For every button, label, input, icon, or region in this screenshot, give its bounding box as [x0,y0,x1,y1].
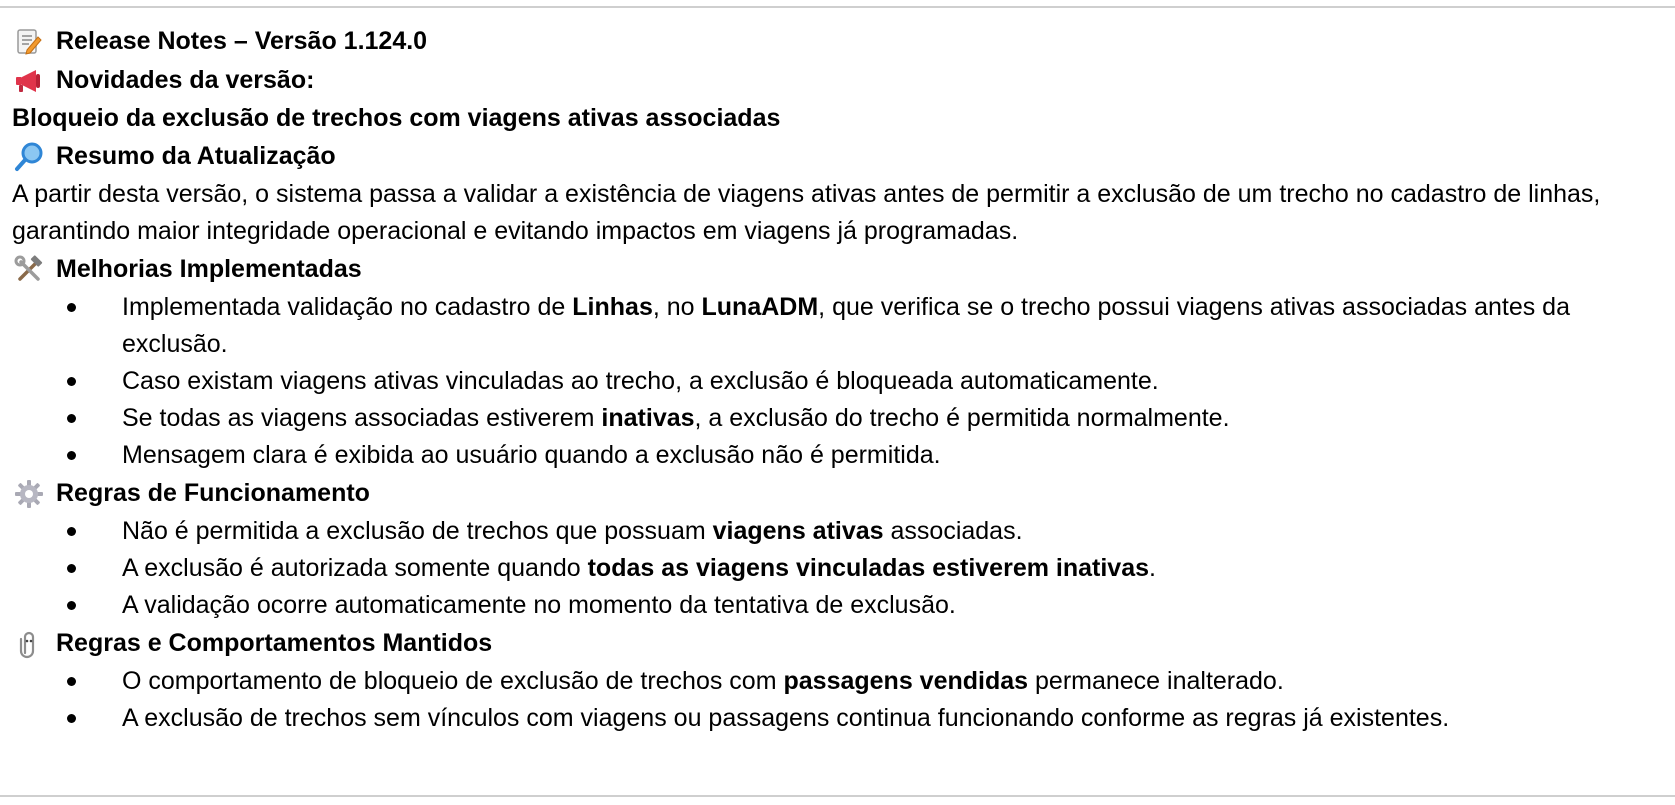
memo-icon [12,27,46,57]
improvements-heading [12,250,1667,289]
paperclip-icon [12,629,46,659]
rules-heading [12,474,1667,513]
summary-heading-text: Resumo da Atualização [56,142,336,170]
list-item: A exclusão de trechos sem vínculos com viagens ou passagens continua funcionando conforme as regras já existentes. [12,700,1667,737]
rules-heading-text: Regras de Funcionamento [56,479,370,507]
list-item: Mensagem clara é exibida ao usuário quando a exclusão não é permitida. [12,437,1667,474]
bottom-divider [0,795,1675,797]
summary-heading [12,137,1667,176]
magnifier-icon [12,142,46,172]
release-notes-document [12,22,1667,737]
list-item: Caso existam viagens ativas vinculadas ao trecho, a exclusão é bloqueada automaticamente. [12,363,1667,400]
feature-title: Bloqueio da exclusão de trechos com viagens ativas associadas [12,104,781,132]
list-item: O comportamento de bloqueio de exclusão de trechos com passagens vendidas permanece inalterado. [12,663,1667,700]
list-item: Se todas as viagens associadas estiverem inativas, a exclusão do trecho é permitida normalmente. [12,400,1667,437]
kept-heading [12,624,1667,663]
top-divider [0,6,1675,8]
kept-heading-text: Regras e Comportamentos Mantidos [56,629,493,657]
improvements-heading-text: Melhorias Implementadas [56,255,362,283]
megaphone-icon [12,66,46,96]
list-item: Implementada validação no cadastro de Linhas, no LunaADM, que verifica se o trecho possui viagens ativas associadas antes da exclusão. [12,289,1667,363]
rules-list [12,513,1667,624]
news-heading-text: Novidades da versão: [56,66,315,94]
list-item: Não é permitida a exclusão de trechos que possuam viagens ativas associadas. [12,513,1667,550]
kept-list [12,663,1667,737]
improvements-list [12,289,1667,474]
hammer-wrench-icon [12,255,46,285]
list-item: A validação ocorre automaticamente no momento da tentativa de exclusão. [12,587,1667,624]
news-heading [12,61,1667,100]
release-title-text: Release Notes – Versão 1.124.0 [56,27,428,55]
gear-icon [12,479,46,509]
list-item: A exclusão é autorizada somente quando todas as viagens vinculadas estiverem inativas. [12,550,1667,587]
release-title [12,22,1667,61]
summary-text: A partir desta versão, o sistema passa a validar a existência de viagens ativas antes de permitir a exclusão de um trecho no cadastro de linhas, garantindo maior integridade operacional e evitando impactos em viagens já programadas. [12,180,1601,245]
